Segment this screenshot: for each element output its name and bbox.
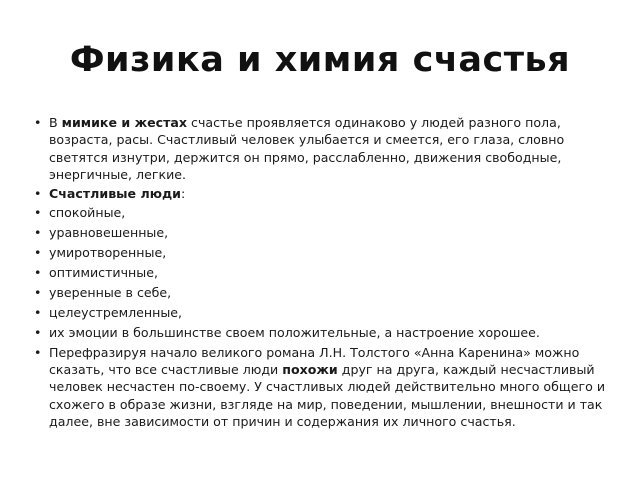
happy-people-bold: Счастливые люди [49, 186, 181, 202]
bullet-mimicry [33, 114, 613, 183]
bullet-happy-people [33, 185, 613, 202]
bullet-trait: • спокойные, [33, 204, 613, 221]
bullet-trait: • их эмоции в большинстве своем положительные, а настроение хорошее. [33, 324, 613, 341]
bullet-trait: • оптимистичные, [33, 264, 613, 281]
mimicry-prefix: В [49, 115, 62, 130]
bullet-trait: • целеустремленные, [33, 304, 613, 321]
tolstoy-prefix: Перефразируя начало великого романа Л.Н. Толстого «Анна Каренина» можно сказать, что все счастливые люди [49, 344, 580, 378]
tolstoy-text: друг на друга, каждый несчастливый человек несчастен по-своему. У счастливых людей действительно много общего и схожего в образе жизни, взгляде на мир, поведении, мышлении, внешности и так далее, вне зависимости от причин и содержания их личного счастья. [49, 362, 606, 429]
bullet-trait: • уверенные в себе, [33, 284, 613, 301]
mimicry-bold: мимике и жестах [61, 115, 188, 130]
tolstoy-bold: похожи [282, 362, 338, 378]
mimicry-text: счастье проявляется одинаково у людей разного пола, возраста, расы. Счастливый человек улыбается и смеется, его глаза, словно светятся изнутри, держится он прямо, расслабленно, движения свободные, энергичные, легкие. [49, 115, 565, 182]
bullet-trait: • уравновешенные, [33, 224, 613, 241]
bullet-trait: • умиротворенные, [33, 244, 613, 261]
bullet-tolstoy [33, 344, 613, 430]
bullet-list [33, 114, 613, 432]
slide-title: Физика и химия счастья [69, 40, 571, 80]
happy-people-colon: : [180, 186, 186, 202]
